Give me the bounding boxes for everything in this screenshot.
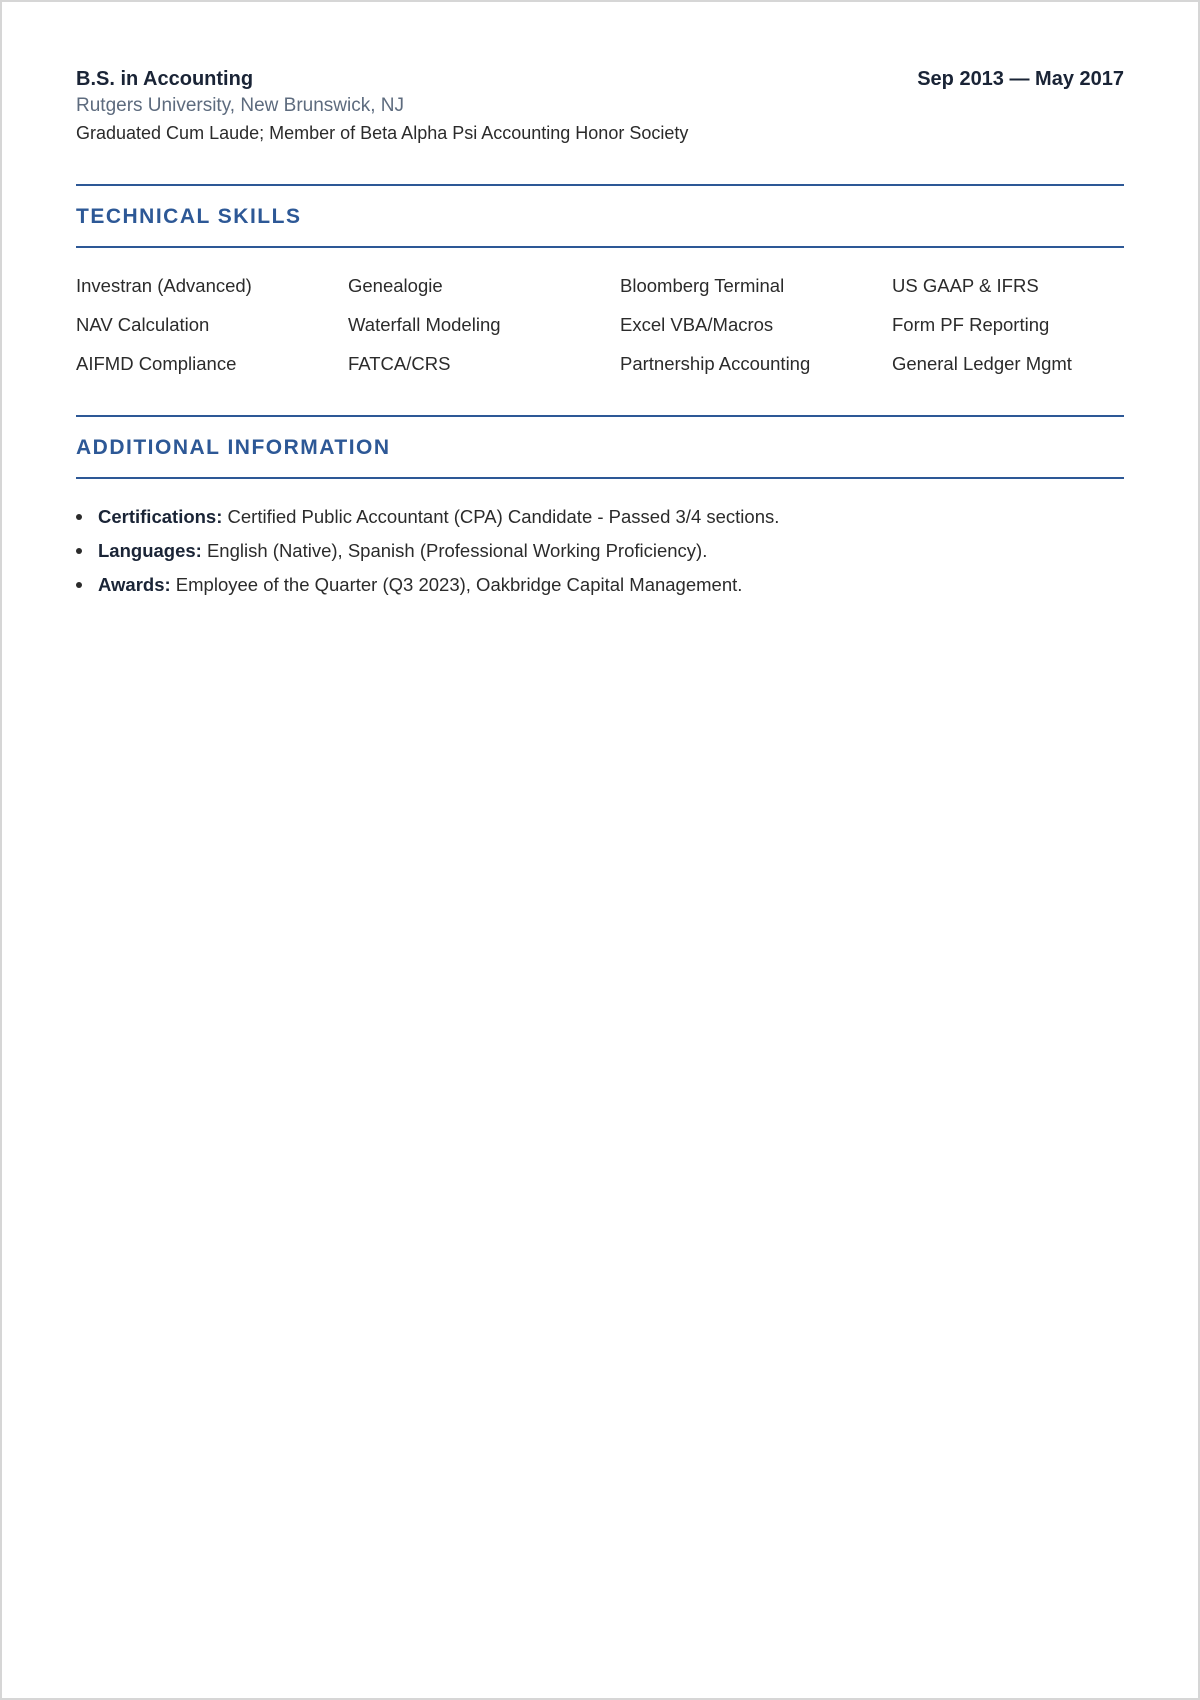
skill-item: NAV Calculation: [76, 314, 210, 335]
skill-item: Bloomberg Terminal: [620, 275, 785, 296]
skill-item: Partnership Accounting: [620, 353, 811, 374]
info-label: Awards:: [98, 574, 171, 595]
info-label: Languages:: [98, 540, 202, 561]
info-text: English (Native), Spanish (Professional Working Proficiency).: [201, 540, 708, 561]
info-text: Employee of the Quarter (Q3 2023), Oakbridge Capital Management.: [170, 574, 743, 595]
resume-content: [76, 68, 1124, 608]
list-item: [76, 506, 1124, 528]
skill-item: Excel VBA/Macros: [620, 314, 774, 335]
bullet-icon: [76, 548, 82, 554]
skills-grid: [76, 275, 1124, 375]
info-label: Certifications:: [98, 506, 223, 527]
skill-item: FATCA/CRS: [348, 353, 451, 374]
section-divider: [76, 415, 1124, 417]
education-honors: Graduated Cum Laude; Member of Beta Alpha Psi Accounting Honor Society: [76, 123, 689, 143]
school-name: Rutgers University, New Brunswick, NJ: [76, 95, 405, 116]
bullet-icon: [76, 582, 82, 588]
skill-item: General Ledger Mgmt: [892, 353, 1072, 374]
section-divider: [76, 184, 1124, 186]
section-divider: [76, 246, 1124, 248]
section-title-additional-information: ADDITIONAL INFORMATION: [76, 436, 391, 459]
skill-item: Form PF Reporting: [892, 314, 1050, 335]
skill-item: US GAAP & IFRS: [892, 275, 1039, 296]
skill-item: Investran (Advanced): [76, 275, 252, 296]
skill-item: Waterfall Modeling: [348, 314, 501, 335]
section-title-technical-skills: TECHNICAL SKILLS: [76, 205, 302, 228]
bullet-icon: [76, 514, 82, 520]
section-divider: [76, 477, 1124, 479]
skill-item: AIFMD Compliance: [76, 353, 237, 374]
list-item: [76, 540, 1124, 562]
list-item: [76, 574, 1124, 596]
degree-title: B.S. in Accounting: [76, 68, 254, 90]
education-dates: Sep 2013 — May 2017: [917, 68, 1124, 90]
skill-item: Genealogie: [348, 275, 443, 296]
info-text: Certified Public Accountant (CPA) Candidate - Passed 3/4 sections.: [222, 506, 780, 527]
education-header: [76, 68, 1124, 91]
additional-info-list: [76, 506, 1124, 596]
